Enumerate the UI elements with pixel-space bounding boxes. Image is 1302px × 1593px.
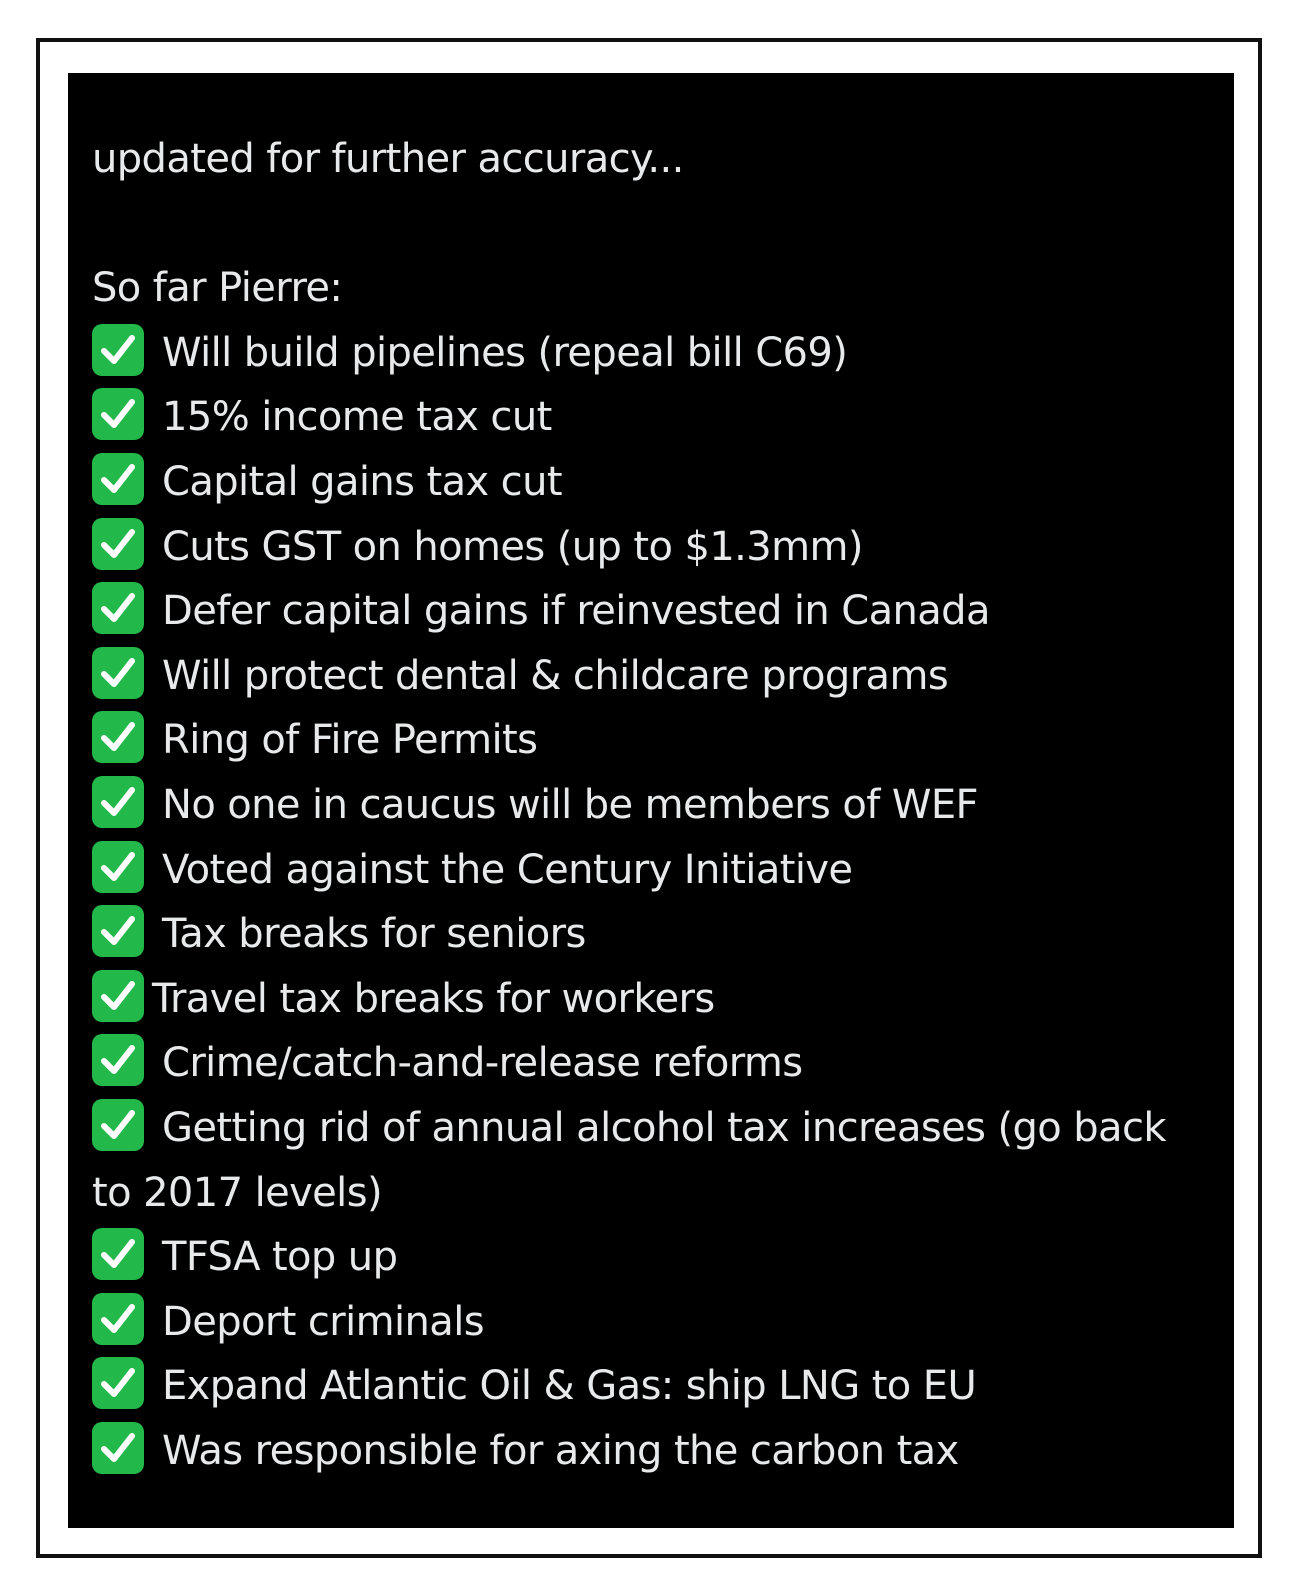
checklist <box>92 321 1214 1484</box>
list-item <box>92 644 1214 709</box>
list-item <box>92 1225 1214 1290</box>
list-item-text: Will protect dental & childcare programs <box>162 652 949 699</box>
list-item <box>92 967 1214 1032</box>
list-item <box>92 773 1214 838</box>
check-mark-icon <box>92 1293 144 1345</box>
post-card <box>68 73 1234 1528</box>
list-item <box>92 1290 1214 1355</box>
check-mark-icon <box>92 647 144 699</box>
check-mark-icon <box>92 970 144 1022</box>
list-item <box>92 579 1214 644</box>
list-item-text: Capital gains tax cut <box>162 458 562 505</box>
list-item-text: TFSA top up <box>162 1234 398 1281</box>
check-mark-icon <box>92 582 144 634</box>
check-mark-icon <box>92 776 144 828</box>
check-mark-icon <box>92 1099 144 1151</box>
check-mark-icon <box>92 518 144 570</box>
check-mark-icon <box>92 841 144 893</box>
list-item-text: Will build pipelines (repeal bill C69) <box>162 329 848 376</box>
check-mark-icon <box>92 1228 144 1280</box>
check-mark-icon <box>92 453 144 505</box>
post-heading: So far Pierre: <box>92 265 343 312</box>
list-item <box>92 385 1214 450</box>
list-item-text: Crime/catch-and-release reforms <box>162 1040 803 1087</box>
list-item-text: No one in caucus will be members of WEF <box>162 781 978 828</box>
list-item-text: Expand Atlantic Oil & Gas: ship LNG to EU <box>162 1363 977 1410</box>
list-item-text: Voted against the Century Initiative <box>162 846 853 893</box>
blank-line <box>92 192 1214 257</box>
check-mark-icon <box>92 905 144 957</box>
list-item <box>92 450 1214 515</box>
check-mark-icon <box>92 1034 144 1086</box>
check-mark-icon <box>92 324 144 376</box>
check-mark-icon <box>92 388 144 440</box>
list-item-text: Deport criminals <box>162 1298 484 1345</box>
list-item <box>92 321 1214 386</box>
list-item <box>92 838 1214 903</box>
list-item-text: Getting rid of annual alcohol tax increases (go back to 2017 levels) <box>92 1104 1179 1216</box>
list-item-text: Defer capital gains if reinvested in Canada <box>162 588 990 635</box>
list-item-text: Travel tax breaks for workers <box>152 975 715 1022</box>
list-item-text: Was responsible for axing the carbon tax <box>162 1427 959 1474</box>
list-item <box>92 1419 1214 1484</box>
list-item-text: Tax breaks for seniors <box>162 911 586 958</box>
list-item <box>92 902 1214 967</box>
check-mark-icon <box>92 1357 144 1409</box>
list-item <box>92 1096 1214 1225</box>
list-item <box>92 1354 1214 1419</box>
check-mark-icon <box>92 711 144 763</box>
check-mark-icon <box>92 1422 144 1474</box>
post-intro: updated for further accuracy... <box>92 136 684 182</box>
list-item <box>92 1031 1214 1096</box>
list-item-text: Ring of Fire Permits <box>162 717 538 764</box>
list-item-text: Cuts GST on homes (up to $1.3mm) <box>162 523 863 570</box>
list-item <box>92 708 1214 773</box>
list-item <box>92 515 1214 580</box>
list-item-text: 15% income tax cut <box>162 394 552 441</box>
